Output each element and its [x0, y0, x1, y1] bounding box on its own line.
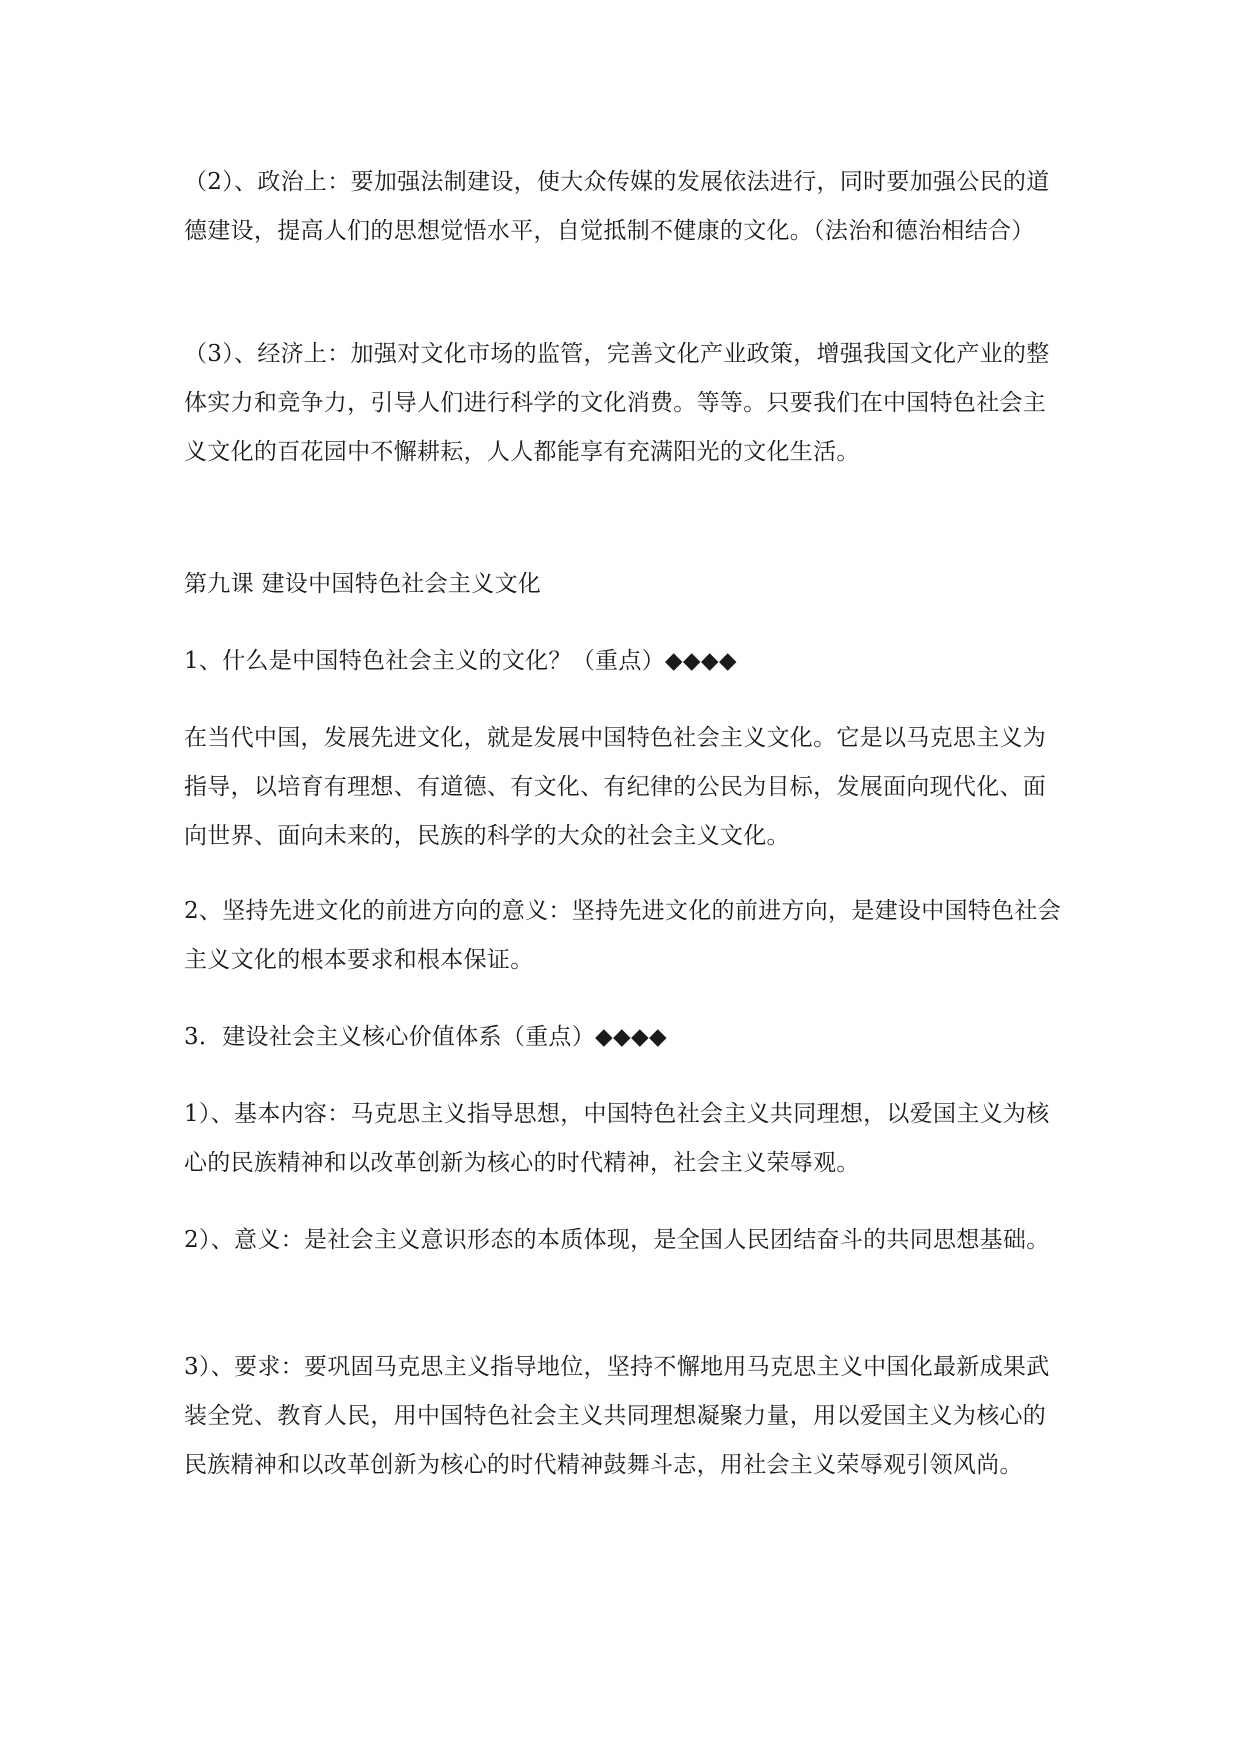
paragraph-definition: 在当代中国，发展先进文化，就是发展中国特色社会主义文化。它是以马克思主义为指导，以培育有理想、有道德、有文化、有纪律的公民为目标，发展面向现代化、面向世界、面向未来的，民族的科学的大众的社会主义文化。 [184, 725, 1047, 849]
paragraph-economic: （3）、经济上：加强对文化市场的监管，完善文化产业政策，增强我国文化产业的整体实力和竞争力，引导人们进行科学的文化消费。等等。只要我们在中国特色社会主义文化的百花园中不懈耕耘，人人都能享有充满阳光的文化生活。 [184, 341, 1050, 465]
question-heading-1: 1、什么是中国特色社会主义的文化？（重点）◆◆◆◆ [184, 648, 737, 674]
paragraph-political: （2）、政治上：要加强法制建设，使大众传媒的发展依法进行，同时要加强公民的道德建设，提高人们的思想觉悟水平，自觉抵制不健康的文化。（法治和德治相结合） [184, 169, 1050, 244]
paragraph-significance: 2、坚持先进文化的前进方向的意义：坚持先进文化的前进方向，是建设中国特色社会主义文化的根本要求和根本保证。 [184, 898, 1062, 973]
lesson-heading: 第九课 建设中国特色社会主义文化 [184, 571, 542, 597]
paragraph-meaning: 2）、意义：是社会主义意识形态的本质体现，是全国人民团结奋斗的共同思想基础。 [184, 1227, 1050, 1253]
paragraph-basic-content: 1）、基本内容：马克思主义指导思想，中国特色社会主义共同理想，以爱国主义为核心的民族精神和以改革创新为核心的时代精神，社会主义荣辱观。 [184, 1101, 1050, 1176]
question-heading-3: 3．建设社会主义核心价值体系（重点）◆◆◆◆ [184, 1024, 667, 1050]
paragraph-requirements: 3）、要求：要巩固马克思主义指导地位，坚持不懈地用马克思主义中国化最新成果武装全党、教育人民，用中国特色社会主义共同理想凝聚力量，用以爱国主义为核心的民族精神和以改革创新为核心的时代精神鼓舞斗志，用社会主义荣辱观引领风尚。 [184, 1354, 1050, 1478]
